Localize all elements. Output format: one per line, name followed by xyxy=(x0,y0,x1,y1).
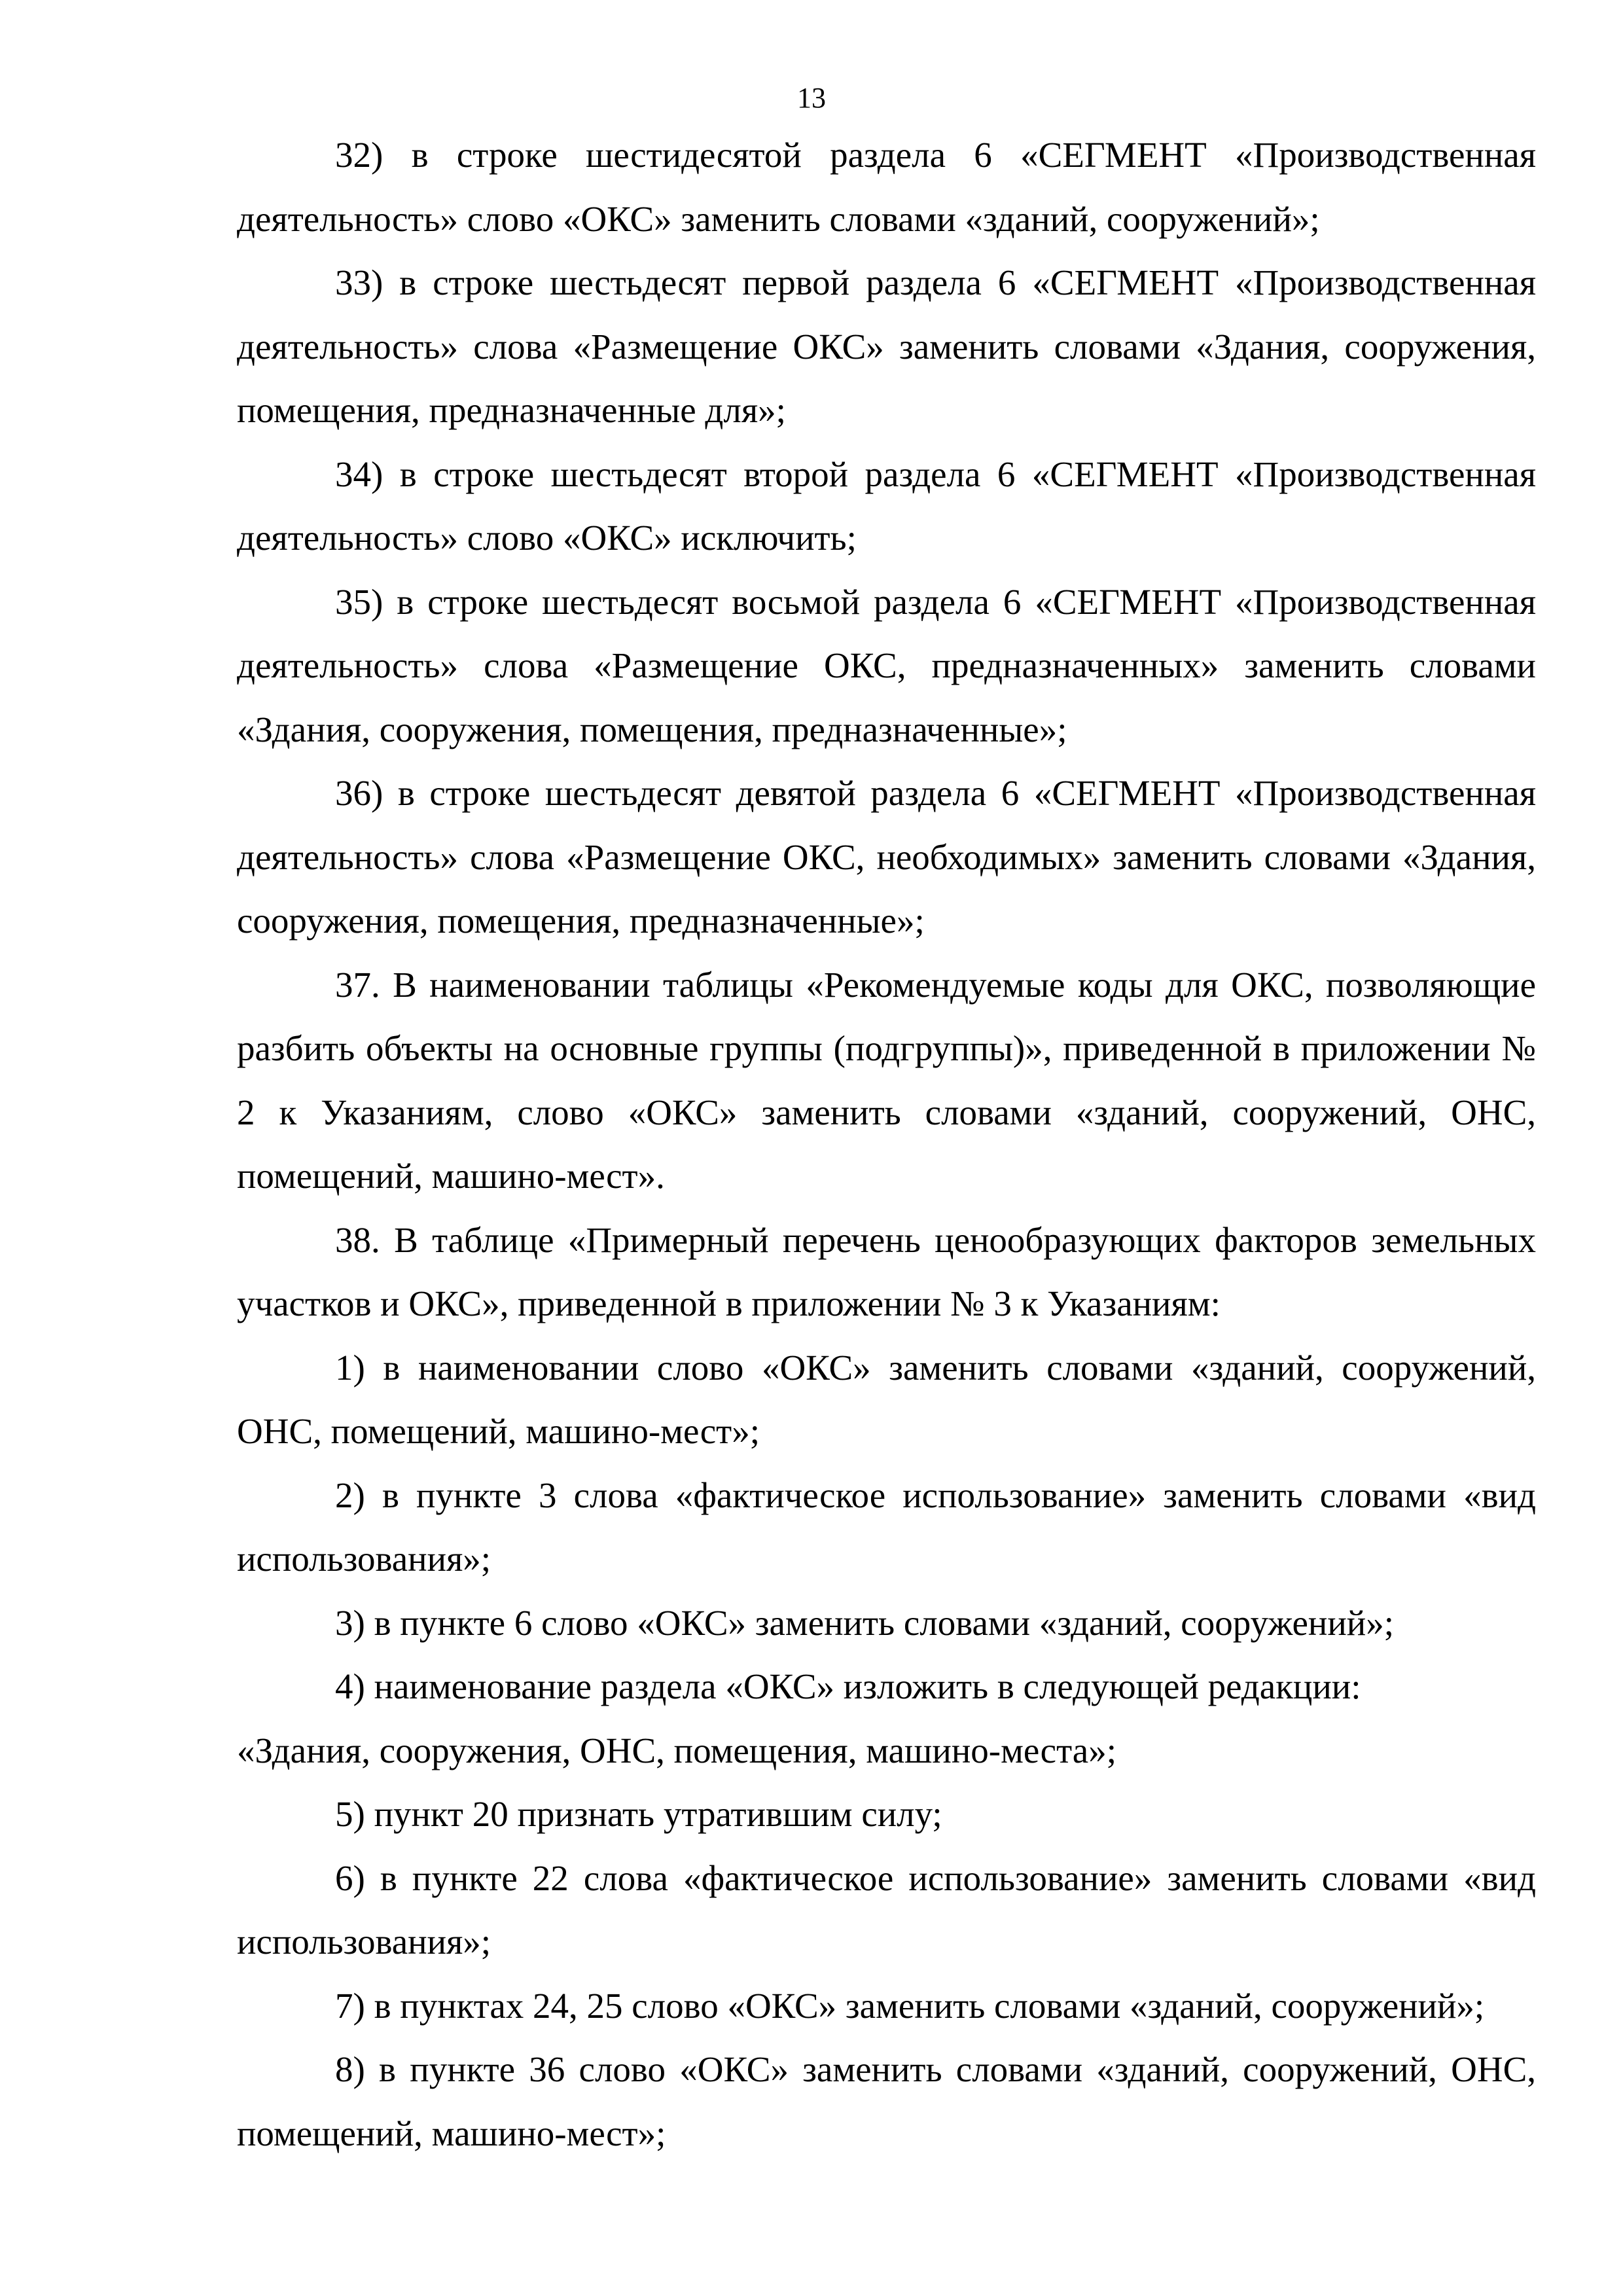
paragraph-item-35: 35) в строке шестьдесят восьмой раздела 6 «СЕГМЕНТ «Производственная деятельность» слова «Размещение ОКС, предназначенных» заменить словами «Здания, сооружения, помещения, предназначенные»; xyxy=(237,581,1536,749)
paragraph-subitem-2: 2) в пункте 3 слова «фактическое использование» заменить словами «вид использования»; xyxy=(237,1475,1536,1579)
paragraph-item-32: 32) в строке шестидесятой раздела 6 «СЕГМЕНТ «Производственная деятельность» слово «ОКС» заменить словами «зданий, сооружений»; xyxy=(237,135,1536,239)
paragraph-item-34: 34) в строке шестьдесят второй раздела 6 «СЕГМЕНТ «Производственная деятельность» слово «ОКС» исключить; xyxy=(237,454,1536,558)
paragraph-subitem-5: 5) пункт 20 признать утратившим силу; xyxy=(335,1794,942,1834)
paragraph-point-38: 38. В таблице «Примерный перечень ценообразующих факторов земельных участков и ОКС», приведенной в приложении № 3 к Указаниям: xyxy=(237,1219,1536,1323)
paragraph-item-33: 33) в строке шестьдесят первой раздела 6 «СЕГМЕНТ «Производственная деятельность» слова «Размещение ОКС» заменить словами «Здания, сооружения, помещения, предназначенные для»; xyxy=(237,262,1536,430)
document-body xyxy=(237,123,1536,2165)
paragraph-subitem-1: 1) в наименовании слово «ОКС» заменить словами «зданий, сооружений, ОНС, помещений, машино-мест»; xyxy=(237,1347,1536,1451)
paragraph-subitem-7: 7) в пунктах 24, 25 слово «ОКС» заменить словами «зданий, сооружений»; xyxy=(335,1985,1485,2026)
paragraph-subitem-6: 6) в пункте 22 слова «фактическое использование» заменить словами «вид использования»; xyxy=(237,1857,1536,1962)
paragraph-subitem-4-new-wording: «Здания, сооружения, ОНС, помещения, машино-места»; xyxy=(237,1730,1116,1770)
paragraph-subitem-3: 3) в пункте 6 слово «ОКС» заменить словами «зданий, сооружений»; xyxy=(335,1602,1395,1643)
page-number: 13 xyxy=(797,82,826,114)
paragraph-point-37: 37. В наименовании таблицы «Рекомендуемые коды для ОКС, позволяющие разбить объекты на основные группы (подгруппы)», приведенной в приложении № 2 к Указаниям, слово «ОКС» заменить словами «зданий, сооружений, ОНС, помещений, машино-мест». xyxy=(237,964,1536,1196)
paragraph-subitem-8: 8) в пункте 36 слово «ОКС» заменить словами «зданий, сооружений, ОНС, помещений, машино-мест»; xyxy=(237,2049,1536,2153)
paragraph-subitem-4: 4) наименование раздела «ОКС» изложить в следующей редакции: xyxy=(335,1666,1361,1706)
paragraph-item-36: 36) в строке шестьдесят девятой раздела 6 «СЕГМЕНТ «Производственная деятельность» слова «Размещение ОКС, необходимых» заменить словами «Здания, сооружения, помещения, предназначенные»; xyxy=(237,773,1536,941)
